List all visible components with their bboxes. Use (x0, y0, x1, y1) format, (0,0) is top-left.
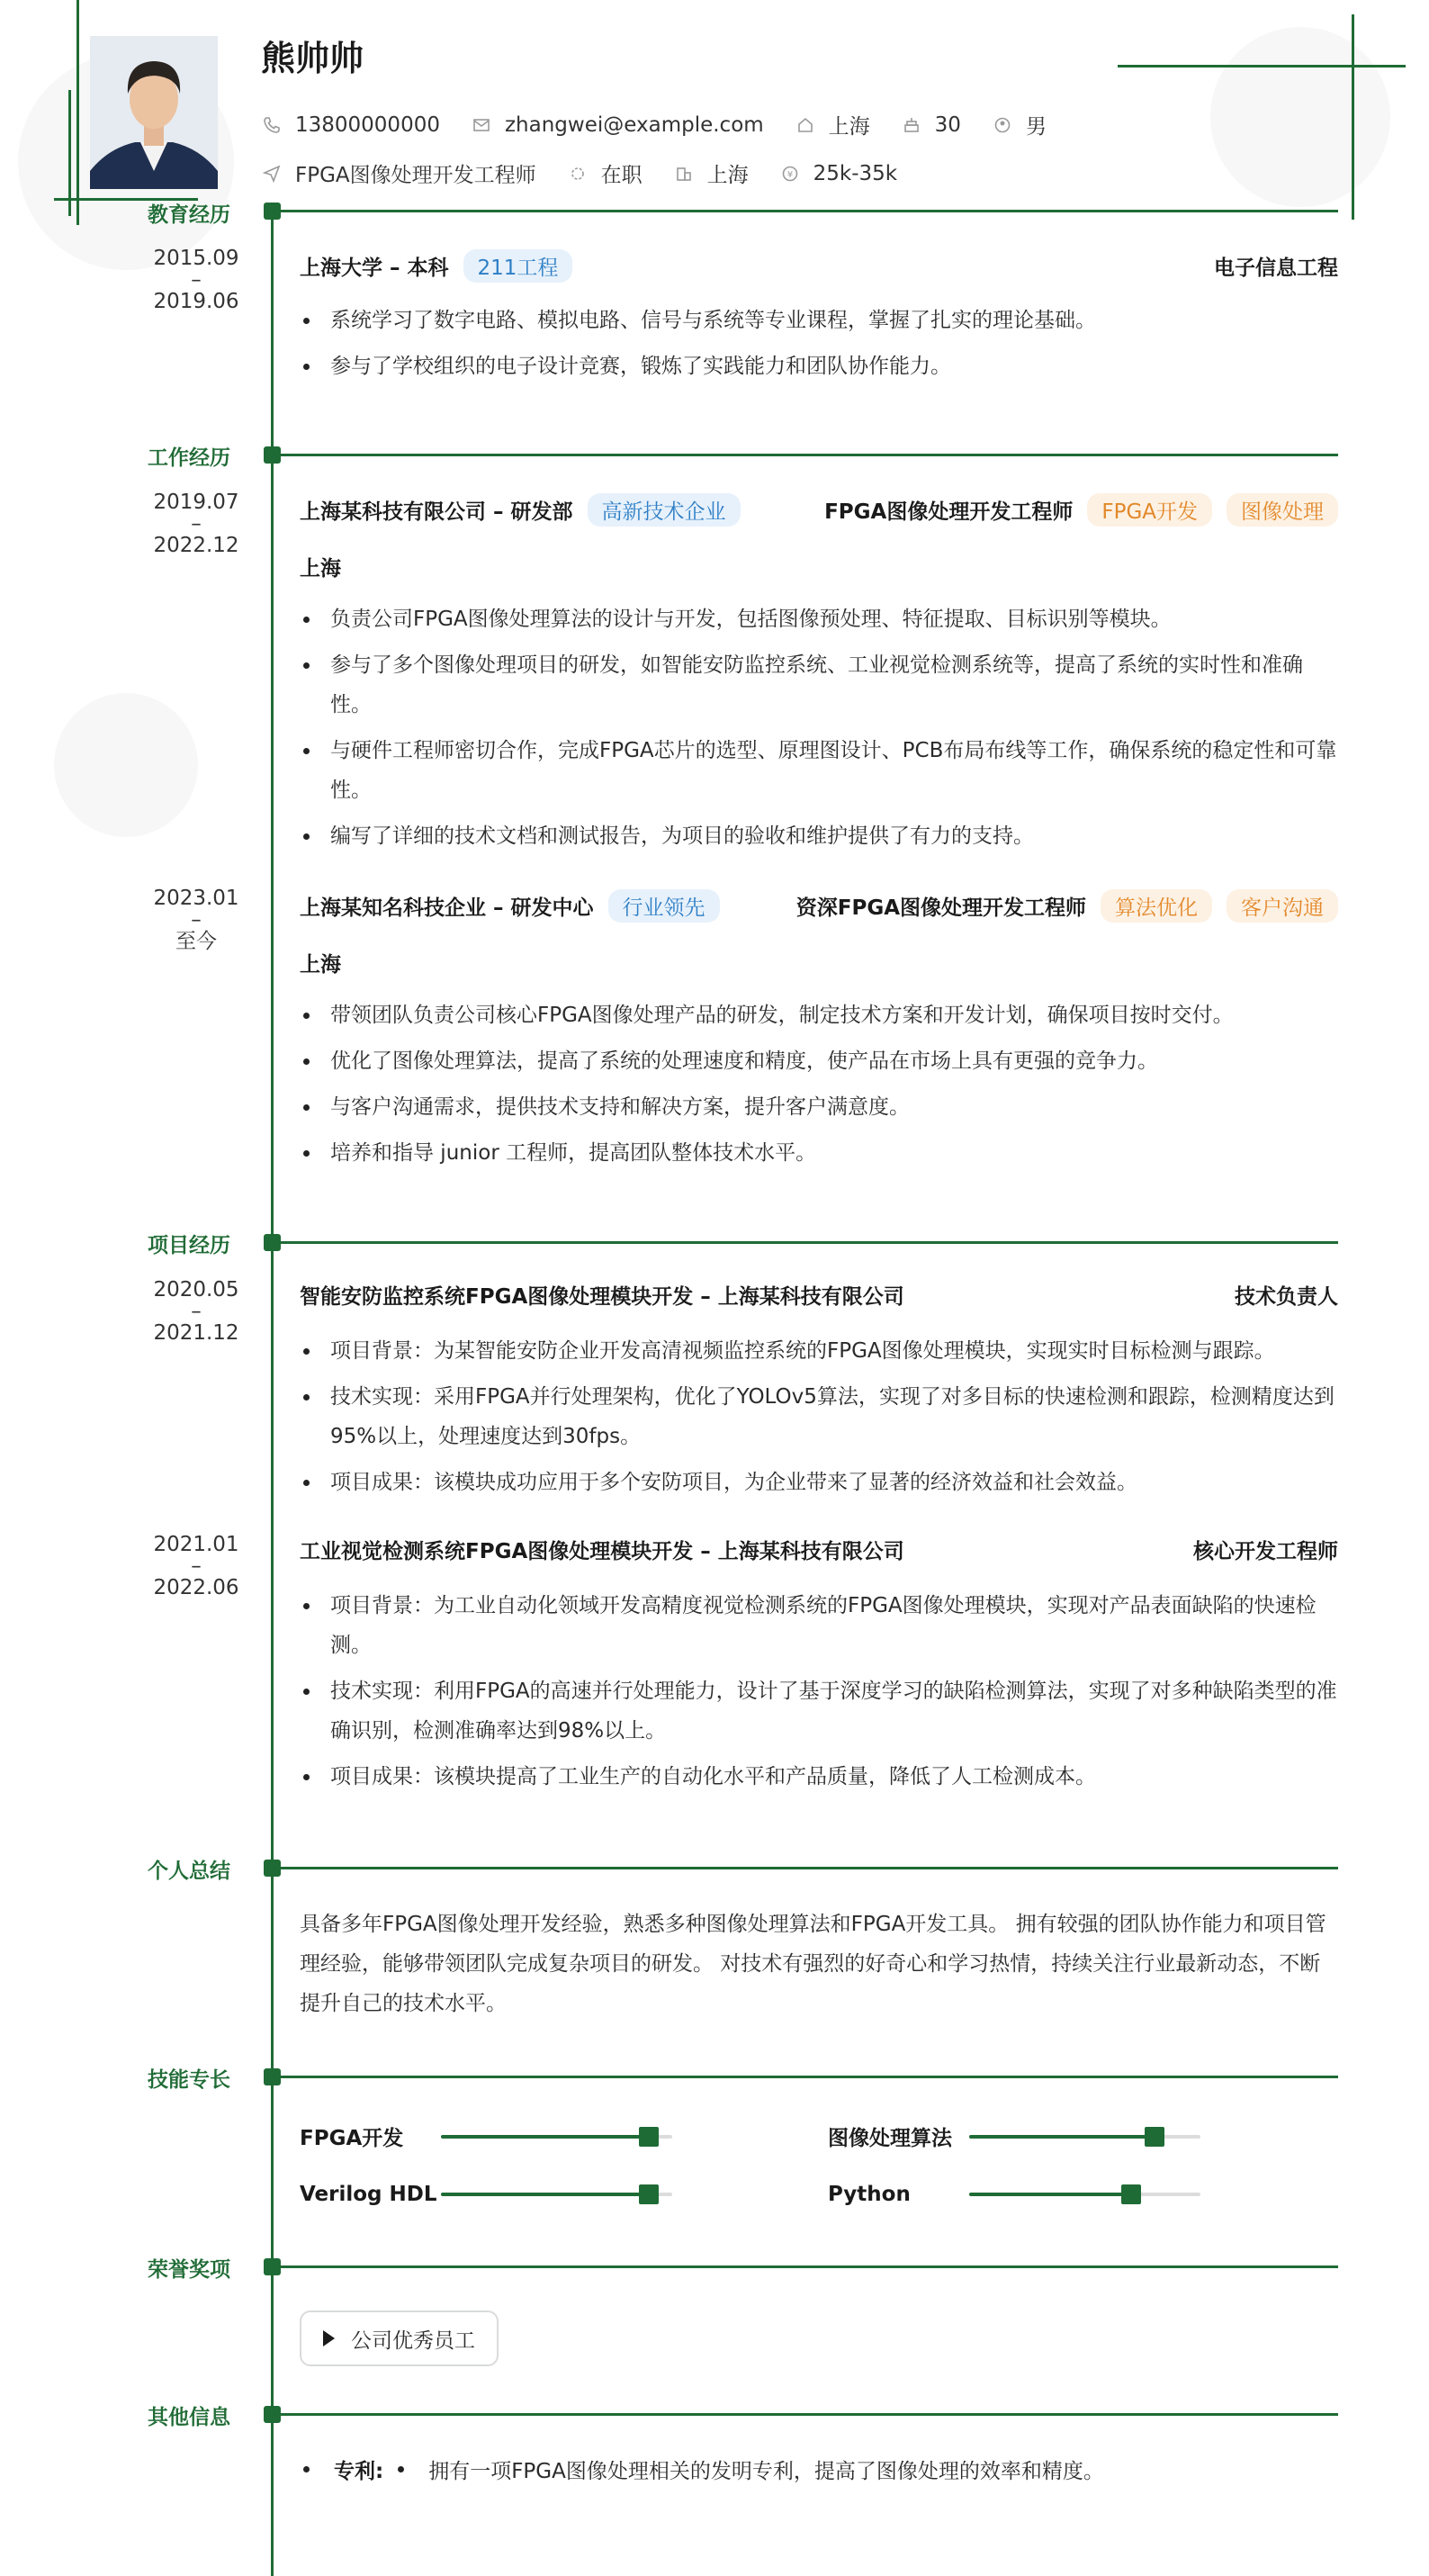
bullet-dot (303, 2466, 310, 2472)
skill-bar (441, 2193, 672, 2196)
decor-line (1352, 14, 1354, 220)
project-title: 工业视觉检测系统FPGA图像处理模块开发 – 上海某科技有限公司 (300, 1540, 904, 1563)
skill-name: Verilog HDL (300, 2183, 437, 2206)
skill-bar-knob (1145, 2127, 1164, 2147)
list-item: 培养和指导 junior 工程师，提高团队整体技术水平。 (300, 1133, 1338, 1173)
svg-text:¥: ¥ (786, 169, 793, 180)
project-bullets-2 (300, 1586, 1338, 1803)
company-tag: 行业领先 (608, 889, 720, 923)
contact-row (263, 110, 1079, 140)
other-label: 专利: (334, 2460, 384, 2483)
position-title: 资深FPGA图像处理开发工程师 (795, 896, 1086, 920)
list-item: 系统学习了数字电路、模拟电路、信号与系统等专业课程，掌握了扎实的理论基础。 (300, 301, 1338, 340)
skill-bar-fill (969, 2193, 1131, 2196)
section-title-projects: 项目经历 (148, 1234, 230, 1257)
work-head-2 (300, 889, 1338, 923)
avatar-portrait (90, 36, 218, 189)
company-name: 上海某知名科技企业 – 研发中心 (300, 896, 594, 920)
list-item: 参与了学校组织的电子设计竞赛，锻炼了实践能力和团队协作能力。 (300, 347, 1338, 386)
company-tag: 高新技术企业 (588, 493, 741, 527)
company-name: 上海某科技有限公司 – 研发部 (300, 500, 573, 524)
list-item: 技术实现：采用FPGA并行处理架构，优化了YOLOv5算法，实现了对多目标的快速检测和跟踪，检测精度达到95%以上，处理速度达到30fps。 (300, 1377, 1338, 1456)
section-divider (279, 1241, 1338, 1244)
job-title-item (263, 158, 536, 188)
work-head-1 (300, 493, 1338, 527)
gender-text: 男 (1025, 115, 1047, 139)
skill-name: Python (828, 2183, 911, 2206)
work-bullets-1 (300, 599, 1338, 862)
list-item: 项目成果：该模块成功应用于多个安防项目，为企业带来了显著的经济效益和社会效益。 (300, 1463, 1338, 1502)
skill-item (300, 2121, 672, 2151)
skill-bar (969, 2193, 1200, 2196)
skill-name: 图像处理算法 (828, 2127, 952, 2150)
education-head (300, 249, 1338, 283)
skill-tag: FPGA开发 (1087, 493, 1212, 527)
summary-text: 具备多年FPGA图像处理开发经验，熟悉多种图像处理算法和FPGA开发工具。 拥有较强的团队协作能力和项目管理经验，能够带领团队完成复杂项目的研发。 对技术有强烈的好奇心和学习热情，持续关注行业最新动态，不断提升自己的技术水平。 (300, 1913, 1326, 2015)
timeline-spine (271, 212, 274, 2576)
decor-line (1118, 65, 1406, 68)
major: 电子信息工程 (1214, 257, 1338, 280)
status-item (569, 158, 643, 188)
work-city-item (675, 158, 749, 188)
award-item[interactable] (300, 2310, 499, 2366)
section-divider (279, 210, 1338, 212)
list-item: 项目背景：为工业自动化领域开发高精度视觉检测系统的FPGA图像处理模块，实现对产品表面缺陷的快速检测。 (300, 1586, 1338, 1665)
decor-line (68, 90, 71, 216)
section-divider (279, 1867, 1338, 1869)
skill-bar-fill (969, 2135, 1155, 2139)
candidate-name: 熊帅帅 (261, 39, 364, 78)
other-text: 拥有一项FPGA图像处理相关的发明专利，提高了图像处理的效率和精度。 (428, 2460, 1104, 2483)
job-intent-row (263, 158, 930, 188)
skill-bar-knob (639, 2127, 659, 2147)
section-divider (279, 2076, 1338, 2078)
skill-bar (441, 2135, 672, 2139)
work-bullets-2 (300, 995, 1338, 1179)
education-date: 2015.09 – 2019.06 (153, 247, 239, 313)
building-icon (675, 165, 693, 183)
work-date-1: 2019.07 – 2022.12 (153, 491, 239, 557)
section-title-awards: 荣誉奖项 (148, 2258, 230, 2282)
section-divider (279, 2265, 1338, 2268)
project-title: 智能安防监控系统FPGA图像处理模块开发 – 上海某科技有限公司 (300, 1285, 904, 1309)
work-city-text: 上海 (706, 164, 749, 187)
list-item: 负责公司FPGA图像处理算法的设计与开发，包括图像预处理、特征提取、目标识别等模块。 (300, 599, 1338, 639)
skill-bar-knob (639, 2184, 659, 2204)
list-item: 带领团队负责公司核心FPGA图像处理产品的研发，制定技术方案和开发计划，确保项目按时交付。 (300, 995, 1338, 1035)
project-role: 核心开发工程师 (1193, 1540, 1338, 1563)
section-title-education: 教育经历 (148, 203, 230, 227)
project-date-1: 2020.05 – 2021.12 (153, 1278, 239, 1345)
work-city: 上海 (300, 953, 341, 977)
skill-name: FPGA开发 (300, 2127, 404, 2150)
status-text: 在职 (600, 164, 643, 187)
decor-line (76, 0, 79, 225)
school-name: 上海大学 – 本科 (300, 257, 449, 280)
money-icon (781, 165, 799, 183)
list-item: 与硬件工程师密切合作，完成FPGA芯片的选型、原理图设计、PCB布局布线等工作，确保系统的稳定性和可靠性。 (300, 731, 1338, 810)
skill-bar (969, 2135, 1200, 2139)
skill-item (828, 2121, 1200, 2151)
salary-item (781, 162, 897, 185)
skill-tag: 算法优化 (1101, 889, 1212, 923)
position-title: FPGA图像处理开发工程师 (824, 500, 1074, 524)
list-item: 项目背景：为某智能安防企业开发高清视频监控系统的FPGA图像处理模块，实现实时目标检测与跟踪。 (300, 1331, 1338, 1371)
list-item: 参与了多个图像处理项目的研发，如智能安防监控系统、工业视觉检测系统等，提高了系统的实时性和准确性。 (300, 645, 1338, 725)
project-head-2 (300, 1535, 1338, 1564)
skill-bar-fill (441, 2135, 649, 2139)
play-triangle-icon (323, 2330, 335, 2346)
skill-bar-fill (441, 2193, 649, 2196)
section-title-summary: 个人总结 (148, 1860, 230, 1883)
skill-bar-knob (1121, 2184, 1141, 2204)
other-item (300, 2454, 1104, 2484)
work-date-2: 2023.01 – 至今 (153, 887, 239, 953)
list-item: 与客户沟通需求，提供技术支持和解决方案，提升客户满意度。 (300, 1087, 1338, 1127)
section-title-skills: 技能专长 (148, 2068, 230, 2092)
project-role: 技术负责人 (1235, 1285, 1338, 1309)
section-divider (279, 454, 1338, 456)
education-bullets (300, 301, 1338, 392)
list-item: 项目成果：该模块提高了工业生产的自动化水平和产品质量，降低了人工检测成本。 (300, 1757, 1338, 1797)
skill-tag: 图像处理 (1227, 493, 1338, 527)
location-text: 上海 (828, 115, 870, 139)
section-divider (279, 2413, 1338, 2416)
list-item: 技术实现：利用FPGA的高速并行处理能力，设计了基于深度学习的缺陷检测算法，实现了对多种缺陷类型的准确识别，检测准确率达到98%以上。 (300, 1671, 1338, 1751)
school-tag: 211工程 (463, 249, 573, 283)
decor-circle-mid (54, 693, 198, 837)
salary-text: 25k-35k (813, 161, 898, 185)
cake-icon (903, 116, 921, 134)
age-text: 30 (934, 113, 961, 137)
award-name: 公司优秀员工 (351, 2328, 475, 2353)
skill-tag: 客户沟通 (1227, 889, 1338, 923)
bullet-dot (398, 2466, 404, 2472)
project-bullets-1 (300, 1331, 1338, 1509)
section-title-other: 其他信息 (148, 2406, 230, 2429)
home-icon (796, 116, 814, 134)
section-title-work: 工作经历 (148, 446, 230, 470)
project-head-1 (300, 1280, 1338, 1310)
job-title-text: FPGA图像处理开发工程师 (295, 164, 536, 187)
skill-item (300, 2183, 672, 2206)
project-date-2: 2021.01 – 2022.06 (153, 1533, 239, 1599)
mail-icon (472, 116, 490, 134)
status-icon (569, 165, 587, 183)
skill-item (828, 2183, 1200, 2206)
user-circle-icon (993, 116, 1011, 134)
list-item: 优化了图像处理算法，提高了系统的处理速度和精度，使产品在市场上具有更强的竞争力。 (300, 1041, 1338, 1081)
list-item: 编写了详细的技术文档和测试报告，为项目的验收和维护提供了有力的支持。 (300, 816, 1338, 856)
phone-item (263, 113, 440, 137)
avatar (90, 36, 218, 189)
email-address: zhangwei@example.com (504, 113, 764, 137)
work-city: 上海 (300, 557, 341, 581)
age-item (903, 113, 961, 137)
gender-item (993, 110, 1047, 140)
location-item (796, 110, 870, 140)
phone-icon (263, 116, 281, 134)
decor-circle-right (1210, 27, 1390, 207)
email-item (472, 113, 764, 137)
phone-number: 13800000000 (295, 113, 440, 137)
send-icon (263, 165, 281, 183)
